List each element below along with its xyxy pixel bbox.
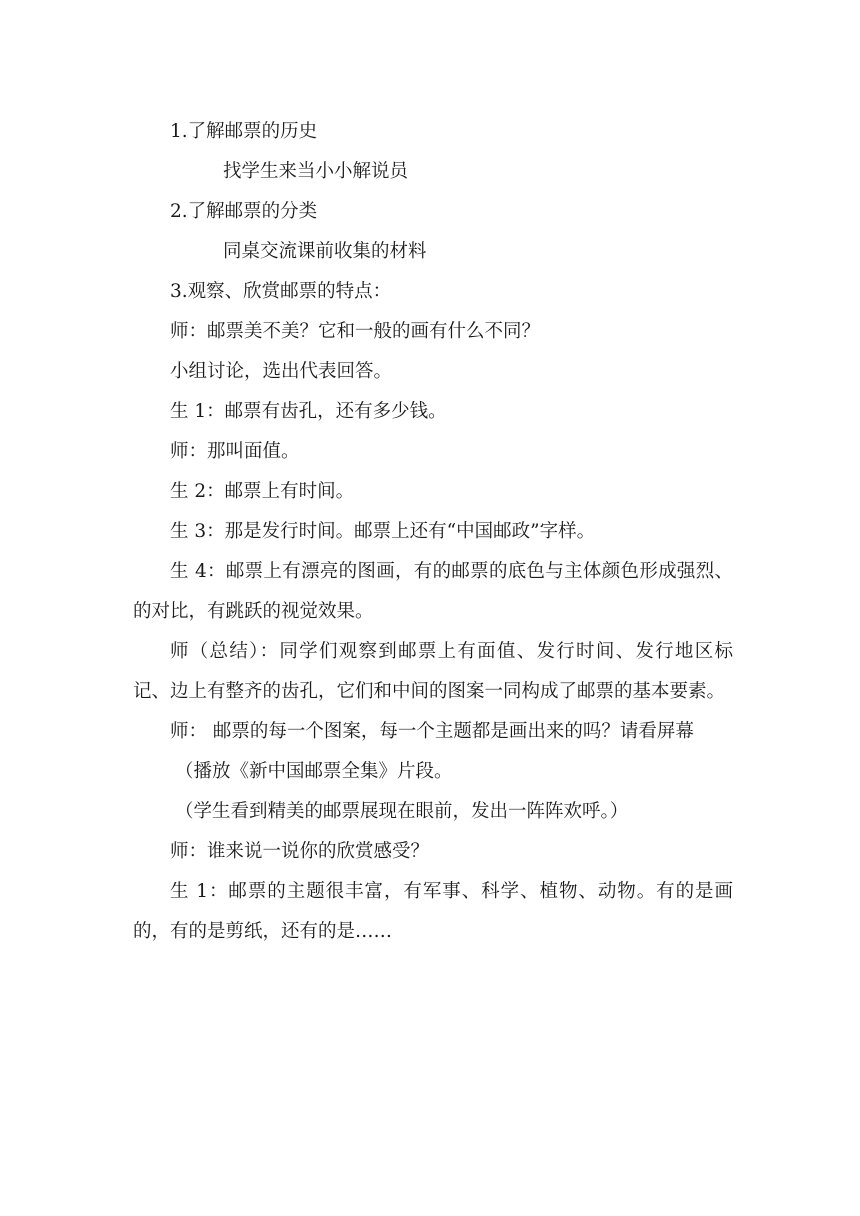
dialogue-line: 生 3：那是发行时间。邮票上还有“中国邮政”字样。 xyxy=(170,521,596,542)
dialogue-line: 小组讨论，选出代表回答。 xyxy=(170,361,393,382)
activity-note: 同桌交流课前收集的材料 xyxy=(223,241,427,262)
dialogue-line: 生 4：邮票上有漂亮的图画，有的邮票的底色与主体颜色形成强烈、的对比，有跳跃的视觉效果。 xyxy=(133,561,733,622)
section-heading-features: 3.观察、欣赏邮票的特点： xyxy=(170,281,392,302)
stage-direction: （播放《新中国邮票全集》片段。 xyxy=(175,761,453,782)
section-heading-categories: 2.了解邮票的分类 xyxy=(170,201,318,222)
dialogue-line: 师：谁来说一说你的欣赏感受？ xyxy=(170,841,430,862)
dialogue-line: 生 1：邮票的主题很丰富，有军事、科学、植物、动物。有的是画的，有的是剪纸，还有的是…… xyxy=(133,881,733,942)
dialogue-line: 师： 邮票的每一个图案，每一个主题都是画出来的吗？请看屏幕 xyxy=(170,721,694,742)
dialogue-line: 师：那叫面值。 xyxy=(170,441,300,462)
activity-note: 找学生来当小小解说员 xyxy=(223,161,409,182)
stage-direction: （学生看到精美的邮票展现在眼前，发出一阵阵欢呼。） xyxy=(175,801,629,822)
section-heading-history: 1.了解邮票的历史 xyxy=(170,121,318,142)
teacher-summary: 师（总结）：同学们观察到邮票上有面值、发行时间、发行地区标记、边上有整齐的齿孔，它们和中间的图案一同构成了邮票的基本要素。 xyxy=(133,641,733,702)
dialogue-line: 生 1：邮票有齿孔，还有多少钱。 xyxy=(170,401,447,422)
dialogue-line: 师：邮票美不美？它和一般的画有什么不同？ xyxy=(170,321,541,342)
document-body xyxy=(133,112,733,952)
dialogue-line: 生 2：邮票上有时间。 xyxy=(170,481,355,502)
